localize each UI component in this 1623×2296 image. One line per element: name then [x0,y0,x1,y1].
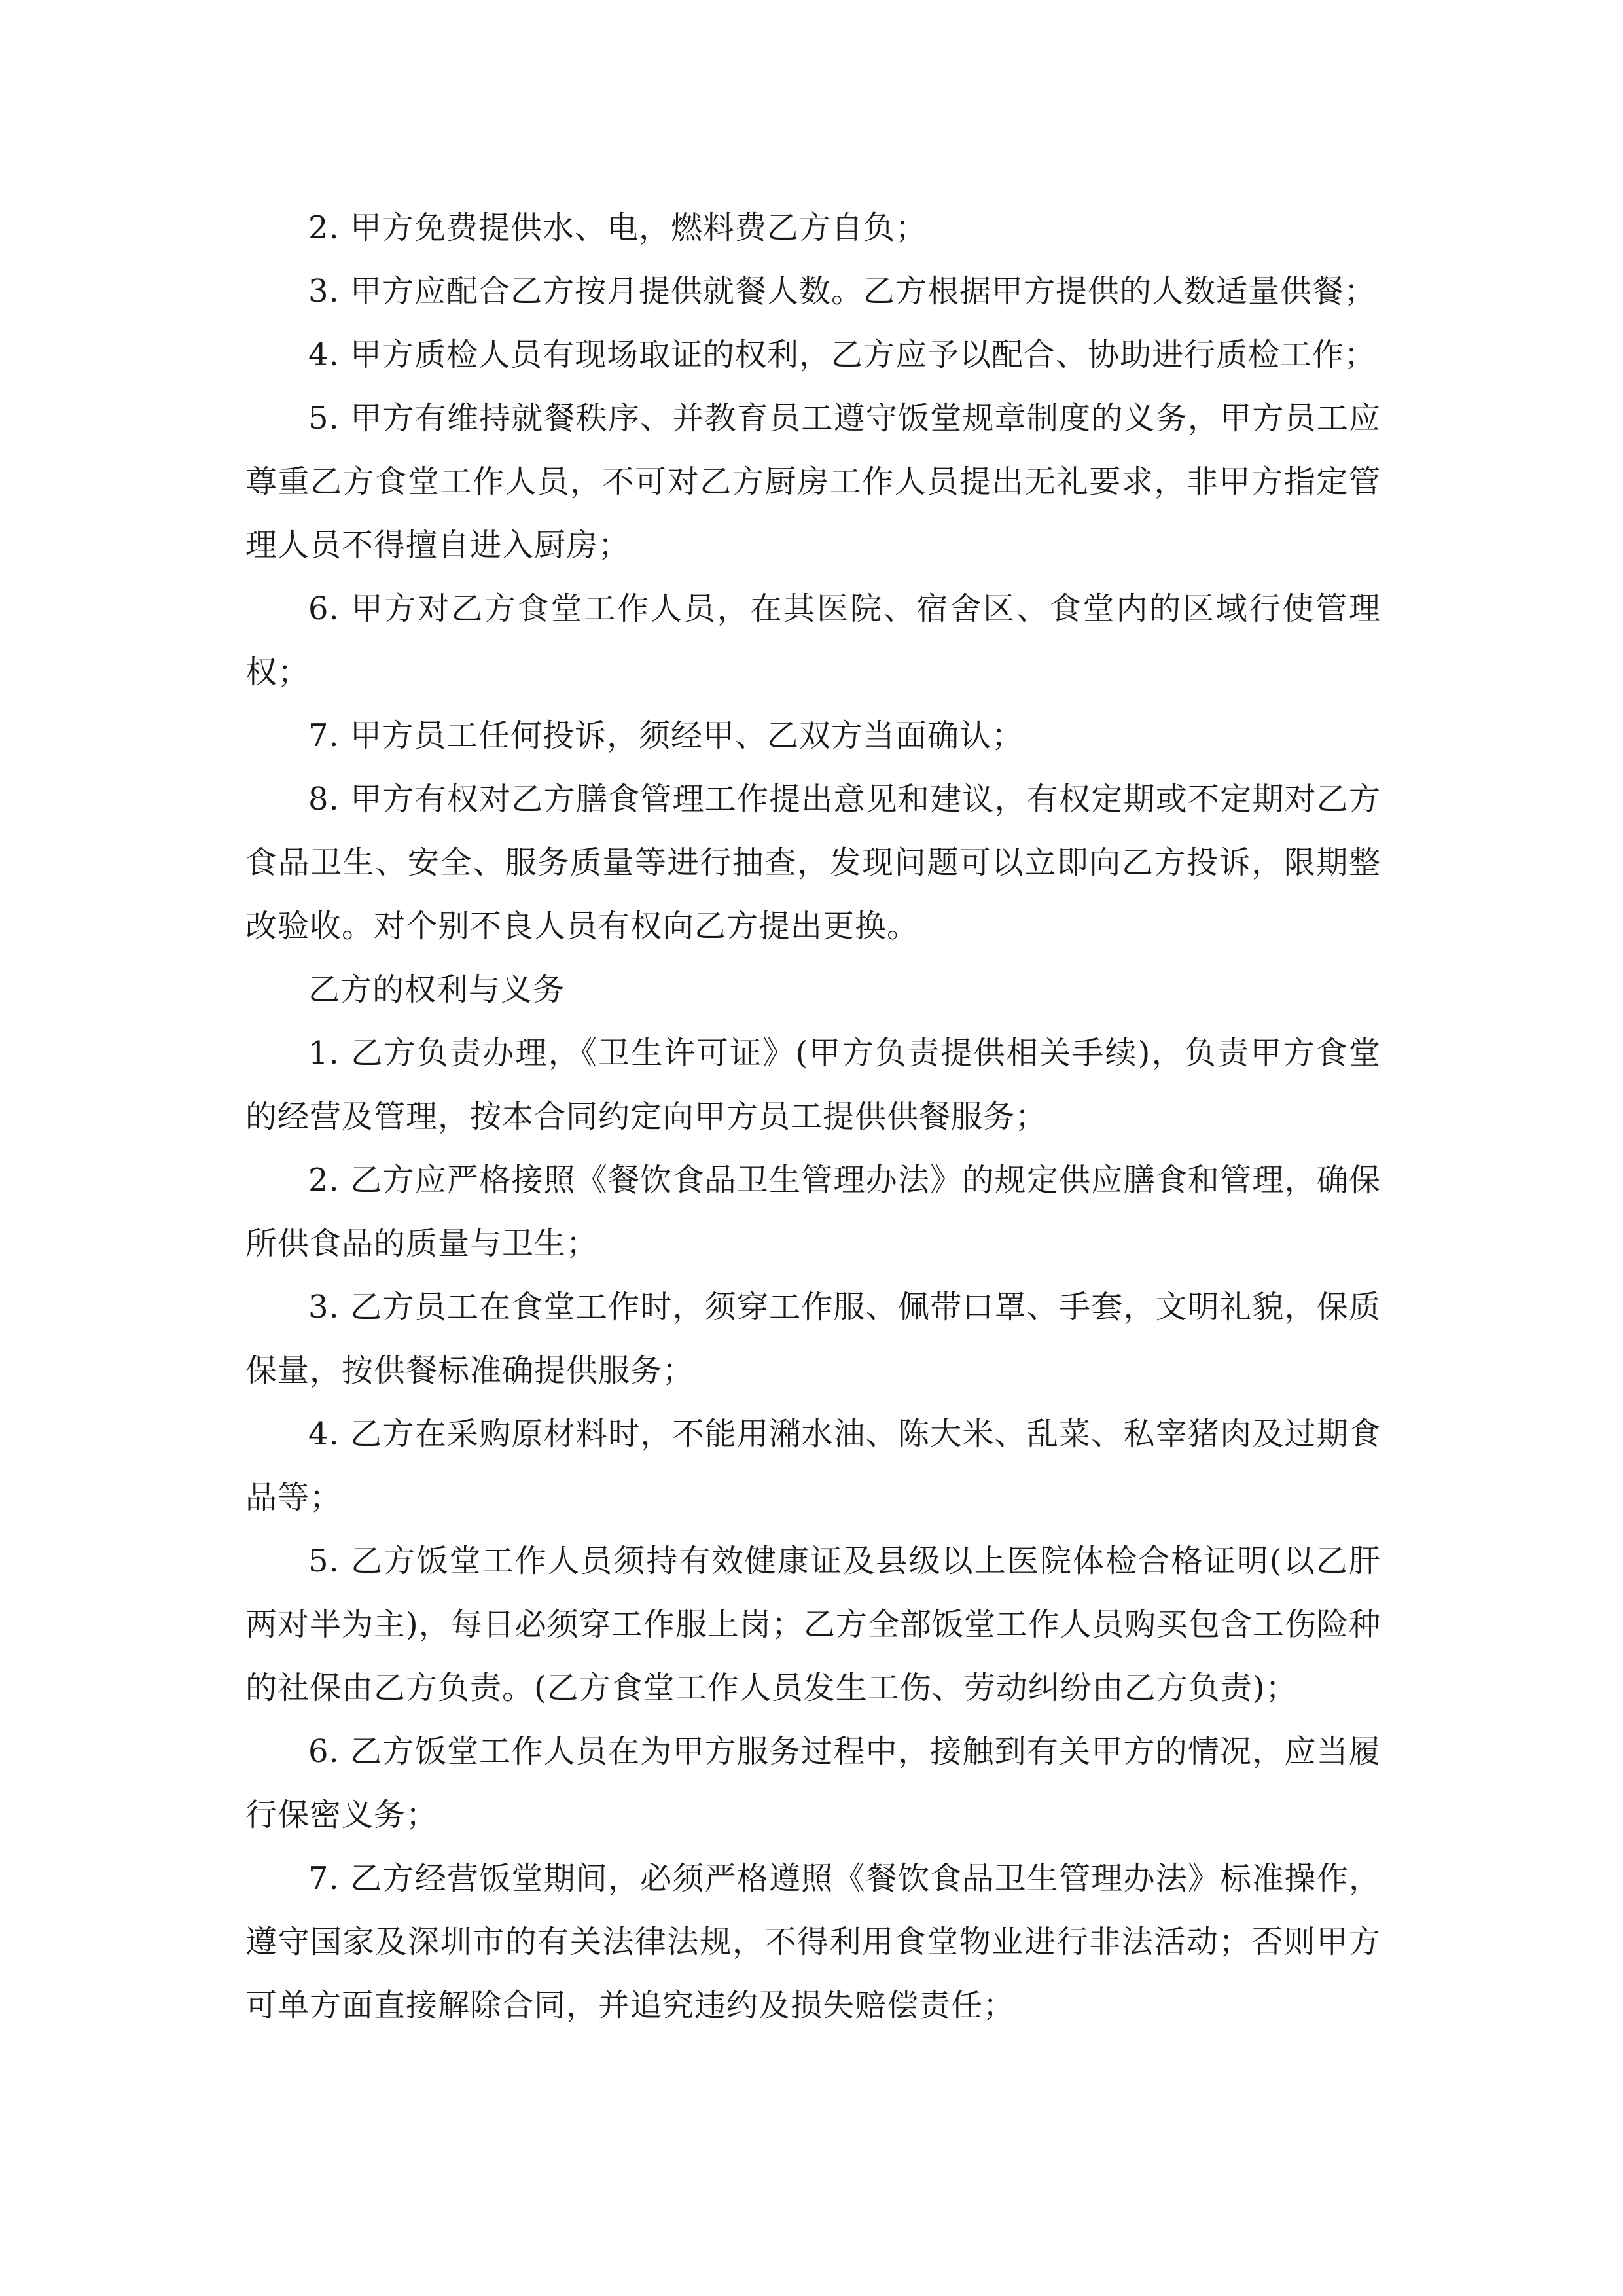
document-body [245,196,1381,2037]
clause-party-b-2: 2. 乙方应严格接照《餐饮食品卫生管理办法》的规定供应膳食和管理，确保所供食品的质量与卫生； [245,1162,1381,1262]
clause-party-b-3: 3. 乙方员工在食堂工作时，须穿工作服、佩带口罩、手套，文明礼貌，保质保量，按供餐标准确提供服务； [245,1289,1381,1389]
clause-party-a-4: 4. 甲方质检人员有现场取证的权利，乙方应予以配合、协助进行质检工作； [308,336,1377,373]
clause-party-b-6: 6. 乙方饭堂工作人员在为甲方服务过程中，接触到有关甲方的情况，应当履行保密义务； [245,1733,1381,1833]
clause-party-a-8: 8. 甲方有权对乙方膳食管理工作提出意见和建议，有权定期或不定期对乙方食品卫生、安全、服务质量等进行抽查，发现问题可以立即向乙方投诉，限期整改验收。对个别不良人员有权向乙方提出更换。 [245,781,1381,944]
clause-party-a-7: 7. 甲方员工任何投诉，须经甲、乙双方当面确认； [308,717,1024,754]
clause-party-b-4: 4. 乙方在采购原材料时，不能用潲水油、陈大米、乱菜、私宰猪肉及过期食品等； [245,1416,1381,1516]
clause-party-a-6: 6. 甲方对乙方食堂工作人员，在其医院、宿舍区、食堂内的区域行使管理权； [245,590,1381,691]
section-heading-party-b: 乙方的权利与义务 [308,971,565,1008]
clause-party-a-5: 5. 甲方有维持就餐秩序、并教育员工遵守饭堂规章制度的义务，甲方员工应尊重乙方食堂工作人员，不可对乙方厨房工作人员提出无礼要求，非甲方指定管理人员不得擅自进入厨房； [245,400,1381,564]
clause-party-b-7: 7. 乙方经营饭堂期间，必须严格遵照《餐饮食品卫生管理办法》标准操作，遵守国家及深圳市的有关法律法规，不得利用食堂物业进行非法活动；否则甲方可单方面直接解除合同，并追究违约及损失赔偿责任； [245,1860,1381,2024]
clause-party-b-1: 1. 乙方负责办理，《卫生许可证》(甲方负责提供相关手续)，负责甲方食堂的经营及管理，按本合同约定向甲方员工提供供餐服务； [245,1035,1381,1135]
clause-party-a-3: 3. 甲方应配合乙方按月提供就餐人数。乙方根据甲方提供的人数适量供餐； [308,273,1377,310]
clause-party-a-2: 2. 甲方免费提供水、电，燃料费乙方自负； [308,209,928,246]
clause-party-b-5: 5. 乙方饭堂工作人员须持有效健康证及县级以上医院体检合格证明(以乙肝两对半为主)，每日必须穿工作服上岗；乙方全部饭堂工作人员购买包含工伤险种的社保由乙方负责。(乙方食堂工作人员发生工伤、劳动纠纷由乙方负责)； [245,1543,1381,1706]
